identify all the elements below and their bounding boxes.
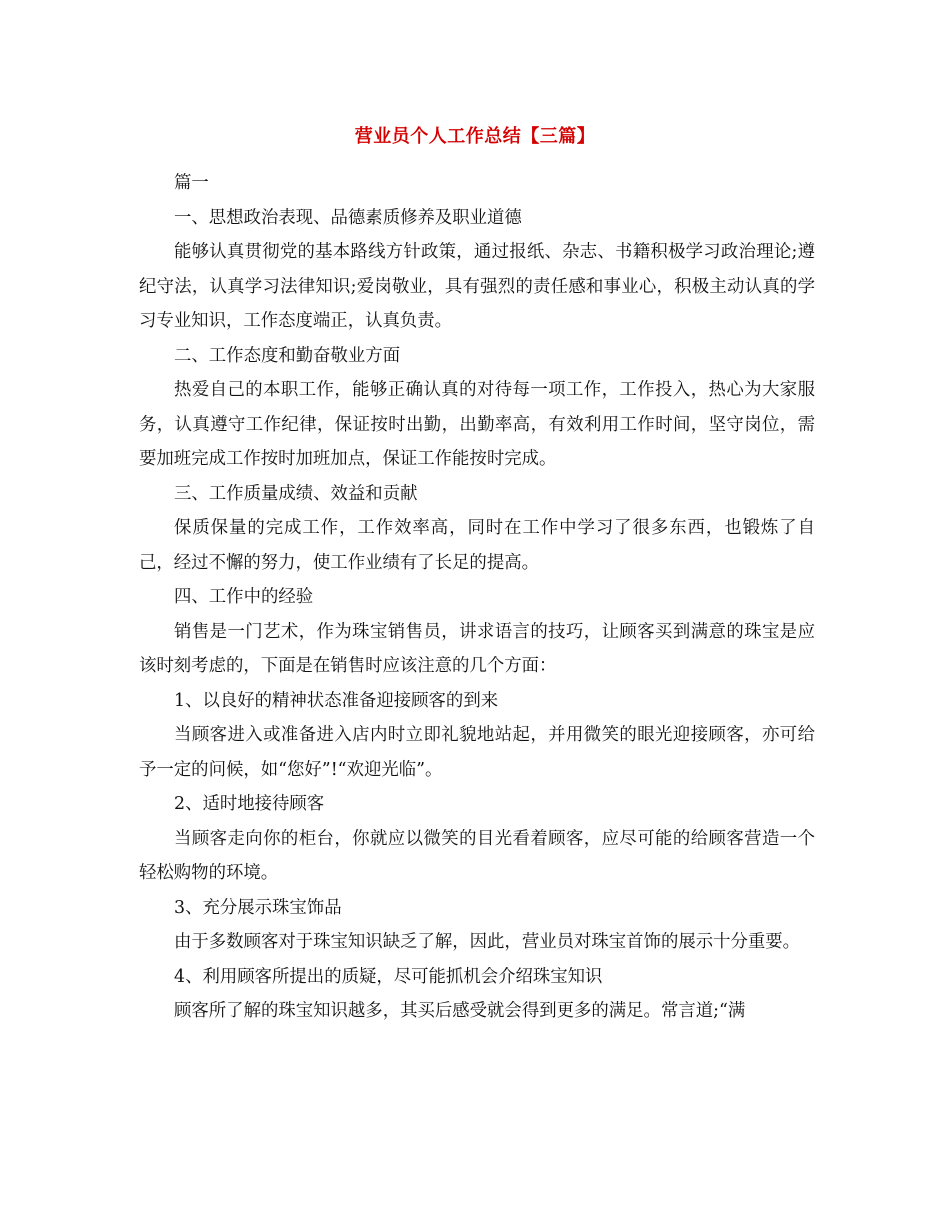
section-label: 篇一 — [174, 173, 209, 193]
subheading-1: 1、以良好的精神状态准备迎接顾客的到来 — [174, 690, 499, 711]
paragraph: 当顾客进入或准备进入店内时立即礼貌地站起，并用微笑的眼光迎接顾客，亦可给予一定的问候，如“您好”!“欢迎光临”。 — [139, 725, 815, 780]
paragraph: 销售是一门艺术，作为珠宝销售员，讲求语言的技巧，让顾客买到满意的珠宝是应该时刻考虑的，下面是在销售时应该注意的几个方面： — [139, 621, 815, 676]
document-title: 营业员个人工作总结【三篇】 — [354, 126, 596, 147]
subheading-2: 2、适时地接待顾客 — [174, 794, 325, 814]
paragraph: 由于多数顾客对于珠宝知识缺乏了解，因此，营业员对珠宝首饰的展示十分重要。 — [174, 932, 801, 952]
document-body — [139, 166, 815, 1029]
heading-4: 四、工作中的经验 — [174, 587, 314, 607]
heading-1: 一、思想政治表现、品德素质修养及职业道德 — [174, 207, 522, 228]
subheading-4: 4、利用顾客所提出的质疑，尽可能抓机会介绍珠宝知识 — [174, 966, 603, 987]
paragraph: 当顾客走向你的柜台，你就应以微笑的目光看着顾客，应尽可能的给顾客营造一个轻松购物的环境。 — [139, 828, 815, 883]
heading-2: 二、工作态度和勤奋敬业方面 — [174, 345, 401, 366]
subheading-3: 3、充分展示珠宝饰品 — [174, 897, 342, 918]
paragraph: 顾客所了解的珠宝知识越多，其买后感受就会得到更多的满足。常言道;“满 — [174, 1001, 746, 1021]
paragraph: 保质保量的完成工作，工作效率高，同时在工作中学习了很多东西，也锻炼了自己，经过不懈的努力，使工作业绩有了长足的提高。 — [139, 518, 815, 573]
paragraph: 能够认真贯彻党的基本路线方针政策，通过报纸、杂志、书籍积极学习政治理论;遵纪守法，认真学习法律知识;爱岗敬业，具有强烈的责任感和事业心，积极主动认真的学习专业知识，工作态度端正，认真负责。 — [139, 242, 815, 331]
paragraph: 热爱自己的本职工作，能够正确认真的对待每一项工作，工作投入，热心为大家服务，认真遵守工作纪律，保证按时出勤，出勤率高，有效利用工作时间，坚守岗位，需要加班完成工作按时加班加点，保证工作能按时完成。 — [139, 380, 815, 469]
heading-3: 三、工作质量成绩、效益和贡献 — [174, 483, 418, 504]
